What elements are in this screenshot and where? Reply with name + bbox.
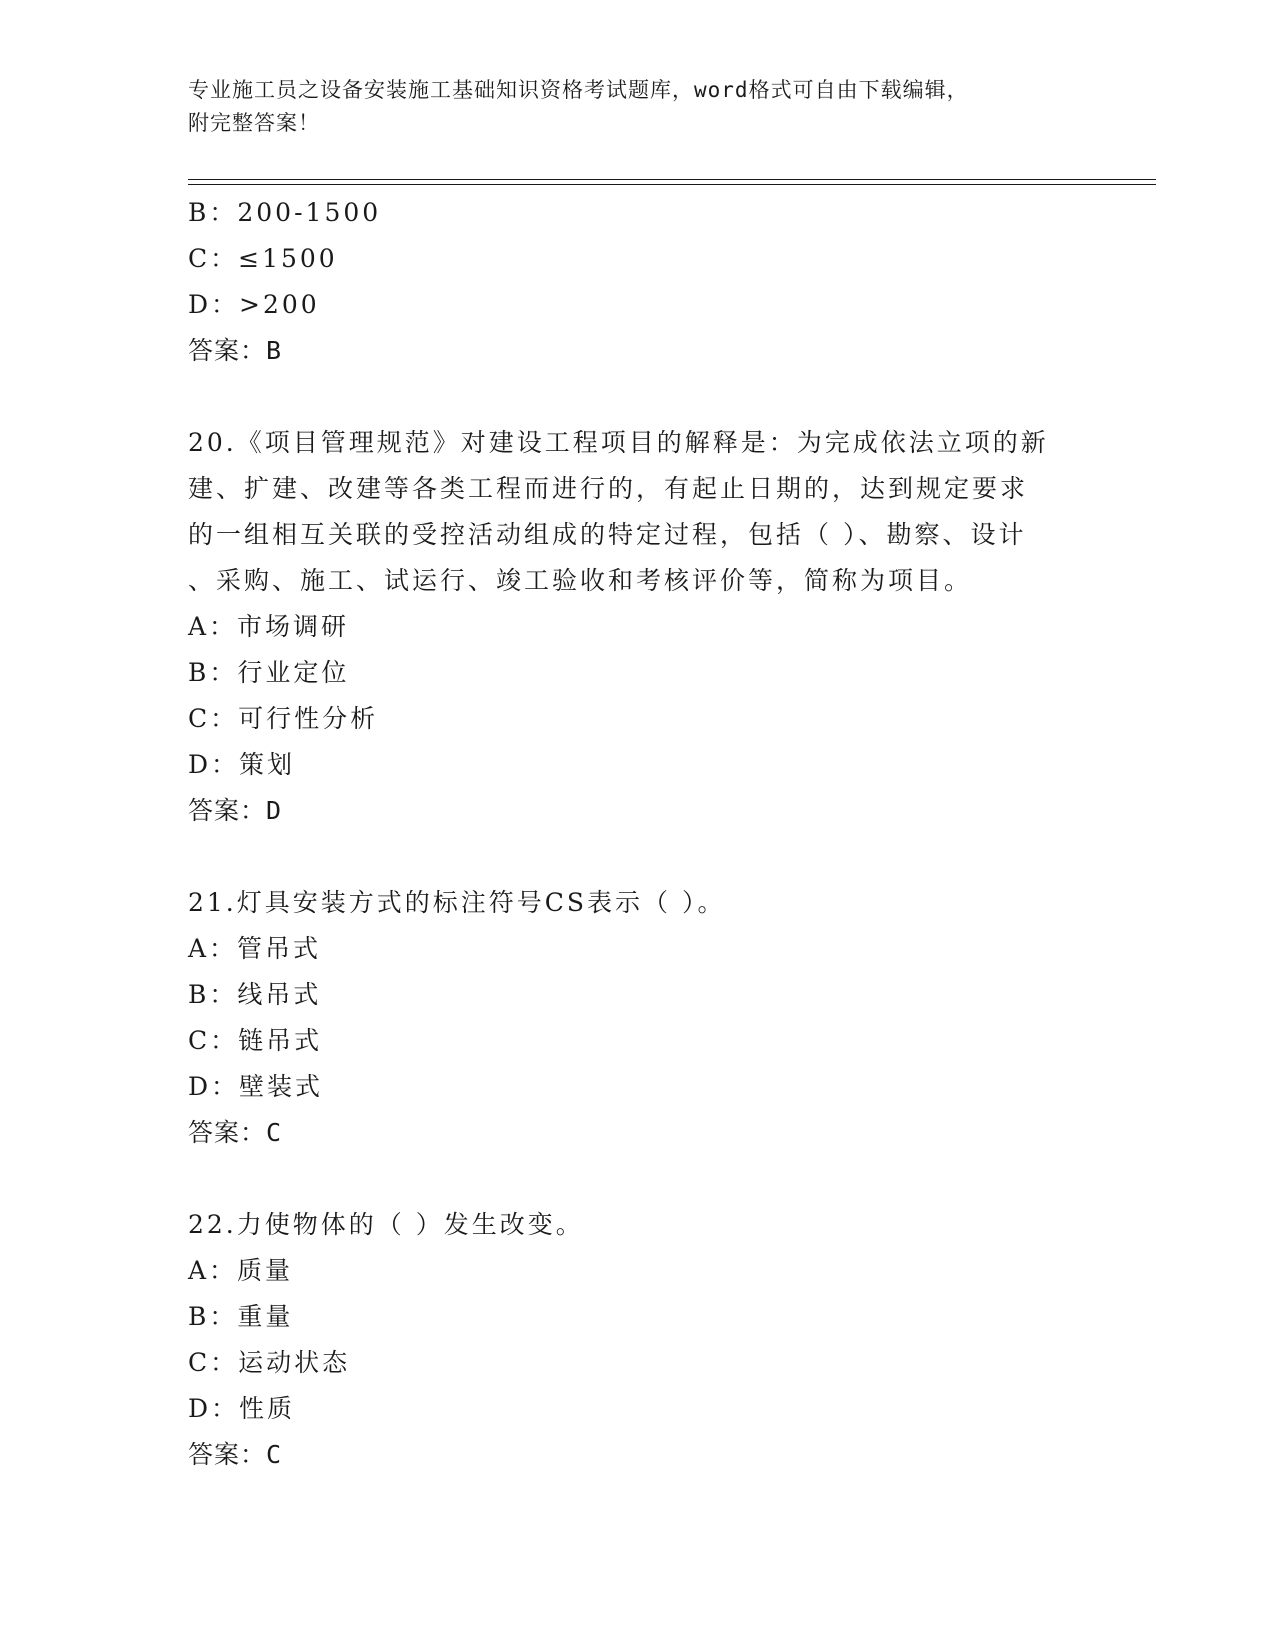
question-19 — [188, 190, 1088, 374]
header-rule-bottom — [188, 184, 1156, 185]
option-d: D：壁装式 — [188, 1072, 324, 1101]
question-stem-line: 20.《项目管理规范》对建设工程项目的解释是：为完成依法立项的新 — [188, 428, 1049, 457]
question-stem-line: 22.力使物体的（ ）发生改变。 — [188, 1210, 584, 1239]
option-b: B：线吊式 — [188, 980, 322, 1009]
answer-line: 答案：C — [188, 1440, 283, 1469]
option-c: C：链吊式 — [188, 1026, 323, 1055]
option-c: C：运动状态 — [188, 1348, 351, 1377]
option-c: C：可行性分析 — [188, 704, 379, 733]
answer-line: 答案：B — [188, 336, 283, 365]
question-20 — [188, 420, 1088, 834]
spacer — [188, 374, 1088, 420]
option-a: A：市场调研 — [188, 612, 350, 641]
option-b: B：200-1500 — [188, 198, 382, 227]
question-stem-line: 建、扩建、改建等各类工程而进行的，有起止日期的，达到规定要求 — [188, 474, 1029, 503]
header-line-1: 专业施工员之设备安装施工基础知识资格考试题库，word格式可自由下载编辑， — [188, 78, 969, 102]
option-a: A：质量 — [188, 1256, 294, 1285]
spacer — [188, 834, 1088, 880]
option-c: C：≤1500 — [188, 244, 338, 273]
option-b: B：重量 — [188, 1302, 294, 1331]
header-rule-top — [188, 179, 1156, 180]
option-b: B：行业定位 — [188, 658, 350, 687]
option-d: D：策划 — [188, 750, 296, 779]
header-line-2: 附完整答案！ — [188, 111, 320, 135]
option-a: A：管吊式 — [188, 934, 322, 963]
document-header — [188, 74, 1068, 140]
question-stem-line: 21.灯具安装方式的标注符号CS表示（ ）。 — [188, 888, 726, 917]
spacer — [188, 1156, 1088, 1202]
option-d: D：>200 — [188, 290, 320, 319]
question-list — [188, 190, 1088, 1478]
question-stem-line: 、采购、施工、试运行、竣工验收和考核评价等，简称为项目。 — [188, 566, 973, 595]
answer-line: 答案：D — [188, 796, 283, 825]
question-stem-line: 的一组相互关联的受控活动组成的特定过程，包括（ ）、勘察、设计 — [188, 520, 1027, 549]
question-22 — [188, 1202, 1088, 1478]
answer-line: 答案：C — [188, 1118, 283, 1147]
question-21 — [188, 880, 1088, 1156]
option-d: D：性质 — [188, 1394, 296, 1423]
